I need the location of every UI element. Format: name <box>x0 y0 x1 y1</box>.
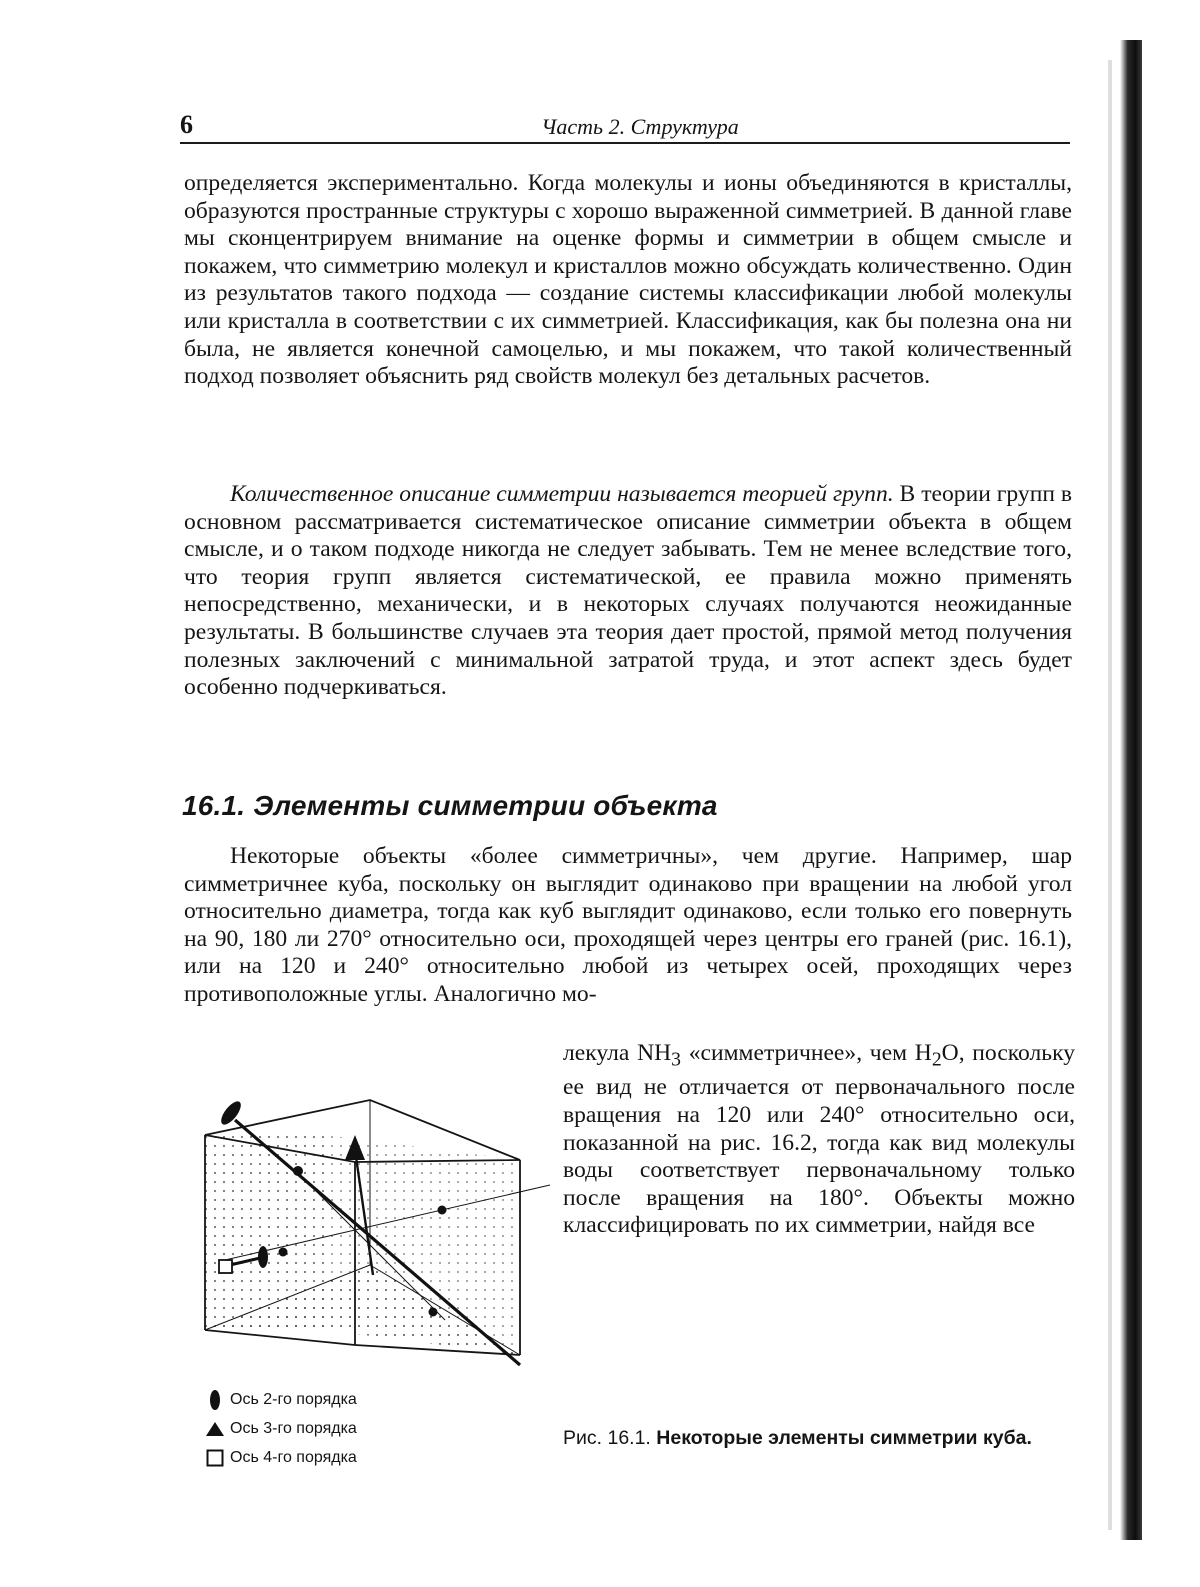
axis-point <box>279 1248 288 1257</box>
page-number: 6 <box>180 110 193 139</box>
caption-title: Некоторые элементы симметрии куба. <box>656 1427 1032 1449</box>
twofold-axis-symbol-side <box>258 1246 268 1268</box>
running-header <box>180 106 1070 144</box>
axis-point <box>438 1206 447 1215</box>
paragraph-group-theory <box>184 481 1072 702</box>
figure-caption <box>563 1426 1075 1450</box>
paragraph-ammonia-continuation <box>563 1040 1075 1240</box>
subscript: 2 <box>931 1048 942 1071</box>
legend-label: Ось 2-го порядка <box>230 1390 357 1408</box>
legend-item-fourfold <box>200 1443 460 1472</box>
cube-diagram <box>195 1090 555 1370</box>
scan-shadow <box>1108 60 1112 1530</box>
ellipse-icon <box>200 1389 230 1411</box>
text-fragment: лекула NH <box>563 1040 672 1066</box>
fourfold-axis-symbol <box>219 1260 232 1273</box>
legend-label: Ось 4-го порядка <box>230 1448 357 1466</box>
axis-point <box>429 1308 438 1317</box>
paragraph-intro: определяется экспериментально. Когда молекулы и ионы объединяются в кристаллы, образуются пространные структуры с хорошо выраженной симметрией. В данной главе мы сконцентрируем внимание на оценке формы и симметрии в общем смысле и покажем, что симметрию молекул и кристаллов можно обсуждать количественно. Один из результатов такого подхода — создание системы классификации любой молекулы или кристалла в соответствии с их симметрией. Классификация, как бы полезна она ни была, не является конечной самоцелью, и мы покажем, что такой количественный подход позволяет объяснить ряд свойств молекул без детальных расчетов. <box>184 170 1072 390</box>
triangle-icon <box>200 1421 230 1437</box>
subscript: 3 <box>671 1048 681 1071</box>
running-title: Часть 2. Структура <box>541 114 739 139</box>
legend-item-threefold <box>200 1414 460 1443</box>
figure-legend <box>200 1385 460 1472</box>
legend-label: Ось 3-го порядка <box>230 1419 357 1437</box>
legend-item-twofold <box>200 1385 460 1414</box>
caption-label: Рис. 16.1. <box>563 1427 651 1449</box>
group-theory-text: В теории групп в основном рассматривается систематическое описание симметрии объекта в общем смысле, и о таком подходе никогда не следует забывать. Тем не менее вследствие того, что теория групп является систематической, ее правила можно применять непосредственно, механически, и в некоторых случаях получаются неожиданные результаты. В большинстве случаев эта теория дает простой, прямой метод получения полезных заключений с минимальной затратой труда, и этот аспект здесь будет особенно подчеркиваться. <box>184 481 1072 701</box>
scan-binding-edge <box>1120 40 1142 1540</box>
paragraph-symmetric-objects: Некоторые объекты «более симметричны», чем другие. Например, шар симметричнее куба, поскольку он выглядит одинаково при вращении на любой угол относительно диаметра, тогда как куб выглядит одинаково, если только его повернуть на 90, 180 ли 270° относительно оси, проходящей через центры его граней (рис. 16.1), или на 120 и 240° относительно любой из четырех осей, проходящих через противоположные углы. Аналогично мо- <box>184 843 1072 1007</box>
cube-figure <box>195 1090 555 1370</box>
group-theory-definition: Количественное описание симметрии называется теорией групп. <box>230 481 894 507</box>
square-icon <box>200 1449 230 1467</box>
axis-point <box>293 1166 303 1176</box>
text-fragment: «симметричнее», чем H <box>681 1040 932 1066</box>
text-fragment: O, поскольку ее вид не отличается от первоначального после вращения на 120 или 240° относительно оси, показанной на рис. 16.2, тогда как вид молекулы воды соответствует первоначальному только после вращения на 180°. Объекты можно классифицировать по их симметрии, найдя все <box>563 1040 1075 1239</box>
section-heading: 16.1. Элементы симметрии объекта <box>182 790 718 821</box>
